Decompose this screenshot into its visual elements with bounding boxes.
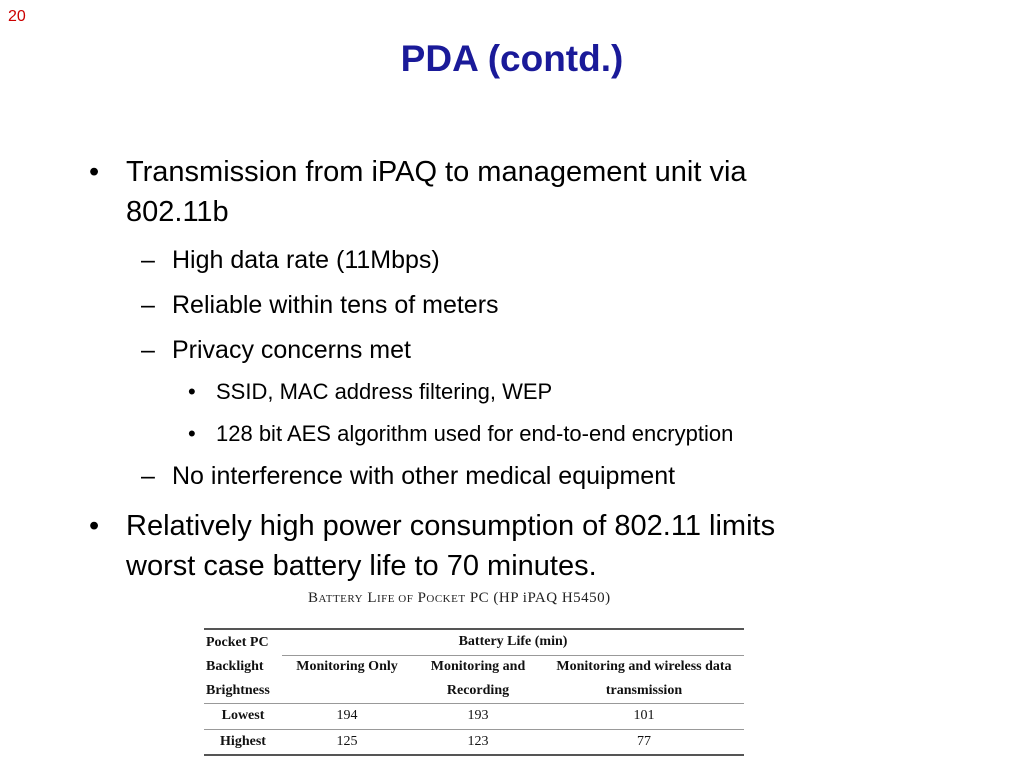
caption-part: OCKET	[426, 593, 466, 605]
header-cell: Brightness	[206, 682, 270, 698]
subsub-bullet-2	[188, 420, 734, 448]
table-cell: 77	[637, 733, 651, 749]
dash-glyph: –	[141, 336, 155, 364]
table-cell: 193	[467, 708, 489, 723]
subsub-bullet-text: SSID, MAC address filtering, WEP	[216, 379, 553, 404]
sub-bullet-1	[141, 244, 440, 276]
header-cell: Monitoring Only	[282, 655, 412, 679]
table-row	[204, 729, 744, 755]
subsub-bullet-1	[188, 378, 553, 406]
caption-part: P	[417, 590, 427, 606]
caption-part: IFE OF	[377, 593, 414, 605]
caption-part: PC (HP iPAQ H5450)	[469, 590, 611, 606]
bullet-2-line-1: Relatively high power consumption of 802.11 limits	[126, 510, 776, 542]
sub-bullet-text: Privacy concerns met	[172, 336, 411, 364]
header-cell	[282, 679, 412, 703]
header-cell: Recording	[446, 682, 510, 698]
sub-bullet-text: No interference with other medical equipment	[172, 462, 676, 490]
header-cell: Monitoring and	[412, 655, 544, 679]
bullet-1	[89, 152, 926, 232]
caption-part: ATTERY	[318, 593, 364, 605]
caption-part: L	[367, 590, 377, 606]
bullet-1-line-1: Transmission from iPAQ to management unit via	[126, 156, 747, 188]
sub-bullet-4	[141, 460, 676, 492]
header-cell: Monitoring and wireless data	[544, 655, 744, 679]
bullet-2	[89, 506, 926, 586]
bullet-glyph: •	[188, 421, 196, 446]
table-cell: 101	[633, 708, 655, 723]
table-cell: 194	[336, 708, 358, 723]
bullet-glyph: •	[89, 510, 100, 542]
table-header-row	[204, 655, 744, 679]
dash-glyph: –	[141, 291, 155, 319]
header-cell: transmission	[605, 682, 683, 698]
slide-number: 20	[8, 8, 26, 25]
bullet-glyph: •	[89, 156, 100, 188]
table-header-row	[204, 679, 744, 703]
row-label-cell: Lowest	[221, 708, 265, 723]
sub-bullet-text: High data rate (11Mbps)	[172, 246, 440, 274]
sub-bullet-3	[141, 334, 411, 366]
bullet-1-line-2: 802.11b	[126, 196, 229, 228]
sub-bullet-text: Reliable within tens of meters	[172, 291, 499, 319]
battery-life-table	[204, 628, 744, 756]
caption-part: B	[308, 590, 319, 606]
table-row	[204, 703, 744, 729]
bullet-2-line-2: worst case battery life to 70 minutes.	[126, 550, 597, 582]
header-group-cell: Battery Life (min)	[458, 634, 568, 650]
table-cell: 125	[336, 733, 358, 749]
table-cell: 123	[467, 733, 489, 749]
slide-title: PDA (contd.)	[400, 38, 624, 79]
sub-bullet-2	[141, 289, 499, 321]
dash-glyph: –	[141, 246, 155, 274]
table-caption	[308, 590, 611, 607]
row-label-cell: Highest	[220, 733, 266, 749]
subsub-bullet-text: 128 bit AES algorithm used for end-to-end encryption	[216, 421, 734, 446]
dash-glyph: –	[141, 462, 155, 490]
table-header-row	[204, 629, 744, 655]
bullet-glyph: •	[188, 379, 196, 404]
header-cell: Pocket PC	[206, 634, 269, 650]
header-cell: Backlight	[206, 659, 264, 674]
